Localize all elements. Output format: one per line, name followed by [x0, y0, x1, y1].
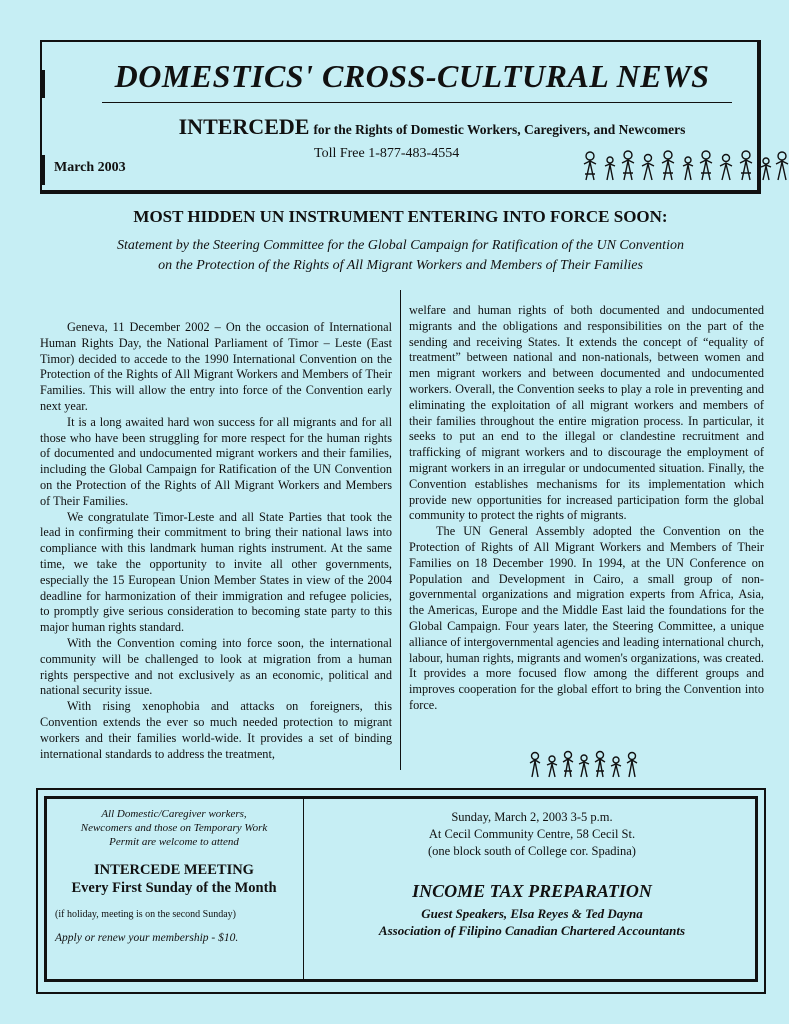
title-rule — [102, 102, 732, 103]
event-location: At Cecil Community Centre, 58 Cecil St. — [428, 827, 636, 841]
event-datetime: Sunday, March 2, 2003 3-5 p.m. — [451, 810, 613, 824]
invite-line-3: Permit are welcome to attend — [109, 836, 239, 848]
notice-inner-frame — [44, 796, 758, 982]
article-column-right — [409, 303, 764, 714]
masthead-bar-bottom — [40, 155, 45, 185]
article-paragraph: With rising xenophobia and attacks on foreigners, this Convention extends the ever so much needed protection to migrant workers and their families world-wide. It provides a set of binding international standards to address the treatment, — [40, 699, 392, 761]
article-paragraph: We congratulate Timor-Leste and all State Parties that took the lead in confirming their commitment to bring their national laws into compliance with this landmark human rights instrument. At the same time, we take the opportunity to invite all other governments, especially the 15 European Union Member States in view of the 2004 deadline for harmonization of their immigration and refugee policies, to promptly give serious consideration to becoming state party to this major human rights standard. — [40, 509, 392, 635]
meeting-title: INTERCEDE MEETING — [94, 862, 254, 878]
article-paragraph: It is a long awaited hard won success for all migrants and for all those who have been struggling for more respect for the human rights of documented and undocumented migrant workers and their families, including the Global Campaign for Ratification of the UN Convention on the Protection of the Rights of All Migrant Workers and Members of Their Families. — [40, 414, 392, 508]
article-paragraph: The UN General Assembly adopted the Convention on the Protection of Rights of All Migrant Workers and Members of Their Families on 18 December 1990. In 1994, at the UN Conference on Population and Development in Cairo, a small group of non-governmental organizations and migration experts from Africa, Asia, the Americas, Europe and the Middle East laid the foundations for the Global Campaign. Four years later, the Steering Committee, a unique alliance of intergovernmental agencies and leading international church, labour, human rights, migrants and women's organizations, was created. It provides a more focused flow among the different groups and improves cooperation for the global effort to bring the Convention into force. — [409, 524, 764, 712]
meeting-schedule: Every First Sunday of the Month — [71, 880, 277, 896]
meeting-notice-box — [36, 788, 766, 994]
event-association: Association of Filipino Canadian Chartered Accountants — [378, 923, 686, 938]
article-paragraph: Geneva, 11 December 2002 – On the occasion of International Human Rights Day, the National Parliament of Timor – Leste (East Timor) decided to accede to the 1990 International Convention on the Protection of the Rights of All Migrant Workers and Members of Their Families. This will allow the entry into force of the Convention early next year. — [40, 320, 392, 413]
family-figures-icon — [528, 750, 640, 785]
event-title: INCOME TAX PREPARATION — [412, 881, 652, 901]
masthead-bar-top — [40, 70, 45, 98]
org-line — [132, 114, 732, 140]
column-divider — [400, 290, 401, 770]
issue-date: March 2003 — [54, 160, 126, 175]
event-speakers: Guest Speakers, Elsa Reyes & Ted Dayna — [421, 906, 643, 921]
event-directions: (one block south of College cor. Spadina) — [428, 844, 636, 858]
org-name: INTERCEDE — [178, 114, 310, 139]
meeting-info — [51, 807, 297, 944]
newsletter-title: DOMESTICS' CROSS-CULTURAL NEWS — [114, 58, 710, 94]
article-headline: MOST HIDDEN UN INSTRUMENT ENTERING INTO FORCE SOON: — [133, 207, 668, 226]
article-paragraph: With the Convention coming into force soon, the international community will be challenged to look at migration from a human rights perspective and not exclusively as an economic, political and national security issue. — [40, 635, 392, 698]
subhead-line-2: on the Protection of the Rights of All Migrant Workers and Members of Their Families — [158, 258, 643, 273]
membership-note: Apply or renew your membership - $10. — [55, 932, 239, 944]
invite-line-2: Newcomers and those on Temporary Work — [80, 822, 268, 834]
subhead-line-1: Statement by the Steering Committee for the Global Campaign for Ratification of the UN Convention — [117, 238, 684, 253]
event-info — [309, 809, 755, 939]
org-tagline: for the Rights of Domestic Workers, Caregivers, and Newcomers — [313, 122, 686, 137]
invite-line-1: All Domestic/Caregiver workers, — [101, 808, 247, 820]
invite-note — [51, 807, 297, 849]
notice-divider — [303, 799, 304, 979]
masthead — [40, 40, 761, 194]
toll-free-number: Toll Free 1-877-483-4554 — [314, 146, 460, 161]
family-figures-icon — [582, 150, 789, 189]
article-subhead — [60, 236, 741, 276]
holiday-note: (if holiday, meeting is on the second Sunday) — [55, 909, 236, 920]
article-paragraph: welfare and human rights of both documented and undocumented migrants and the obligations and responsibilities on the part of the sending and receiving States. It extends the concept of “equality of treatment” between national and non-nationals, between women and men migrant workers and between documented and undocumented workers. Overall, the Convention seeks to play a role in preventing and eliminating the exploitation of all migrant workers and members of their families throughout the entire migration process. In particular, it seeks to put an end to the illegal or clandestine recruitment and trafficking of migrant workers and to discourage the employment of migrant workers in an irregular or undocumented situation. Finally, the Convention establishes mechanisms for its implementation which provide new opportunities for increased participation form the global community to protect the rights of migrants. — [409, 303, 764, 523]
article-column-left — [40, 320, 392, 762]
